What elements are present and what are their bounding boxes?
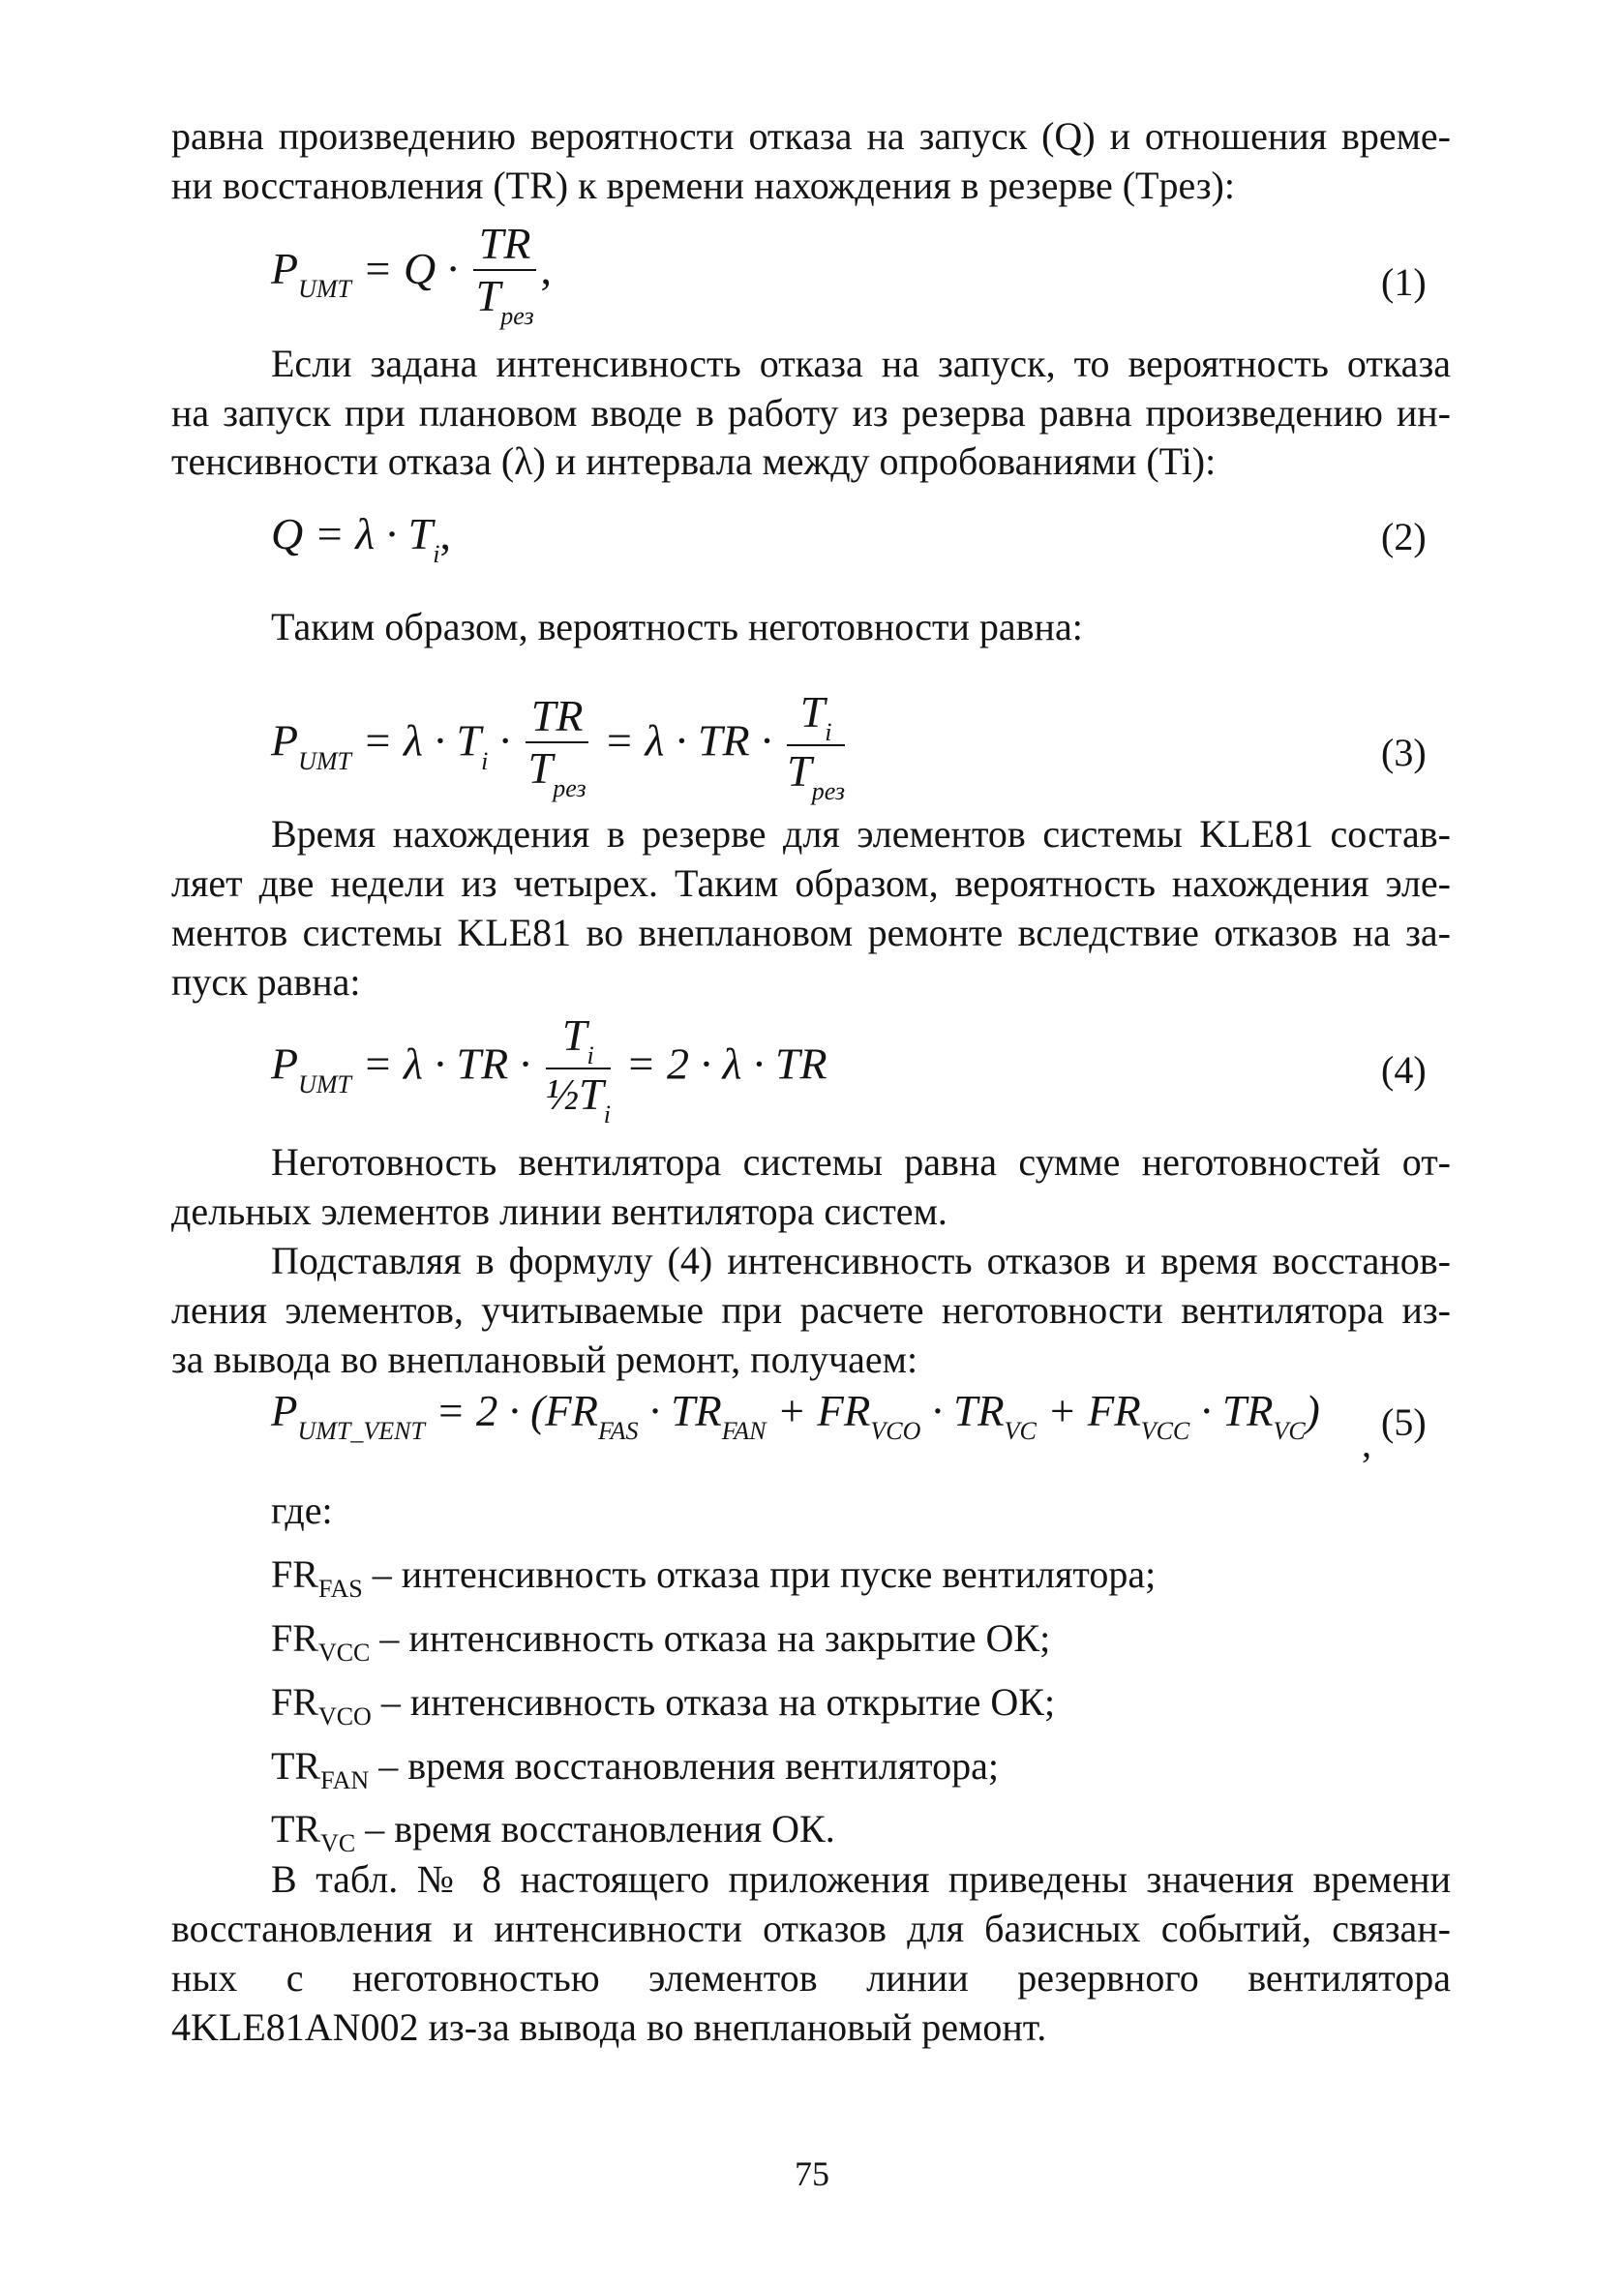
paragraph-7-line-2: восстановления и интенсивности отказов для базисных событий, связан- [171, 1907, 1451, 1950]
where-label: где: [271, 1489, 333, 1532]
paragraph-6-line-2: ления элементов, учитываемые при расчете неготовности вентилятора из- [171, 1288, 1451, 1332]
equation-5-comma: , [1362, 1422, 1371, 1465]
equation-4: $P_{UMT} = \lambda$ · TR · $\frac{T_i}{\frac{1}{2}T_i}$ = 2 · λ · TR [271, 1010, 827, 1128]
paragraph-4-line-4: пуск равна: [171, 960, 361, 1004]
equation-3: $P_{UMT} = \lambda \cdot T_i$ · $\frac{TR}{T_{рез}}$ = λ · TR · $\frac{T_i}{T_{рез}}$ [271, 687, 846, 805]
equation-1-number: (1) [1381, 260, 1427, 304]
paragraph-3: Таким образом, вероятность неготовности равна: [271, 605, 1083, 648]
paragraph-2-line-2: на запуск при плановом вводе в работу из резерва равна произведению ин- [171, 391, 1451, 435]
equation-3-number: (3) [1381, 731, 1427, 774]
equation-1-fraction: $\frac{TR}{T_{рез}}$ [473, 219, 537, 328]
equation-4-fraction: $\frac{T_i}{\frac{1}{2}T_i}$ [545, 1010, 611, 1128]
paragraph-6-line-3: за вывода во внеплановый ремонт, получаем: [171, 1338, 918, 1381]
equation-2-number: (2) [1381, 515, 1427, 558]
equation-2: $Q = \lambda \cdot T_i$, [271, 509, 452, 568]
paragraph-7-line-4: 4KLE81AN002 из-за вывода во внеплановый ремонт. [171, 2005, 1047, 2049]
paragraph-5-line-1: Неготовность вентилятора системы равна сумме неготовностей от- [271, 1140, 1451, 1184]
paragraph-1-line-1: равна произведению вероятности отказа на запуск (Q) и отношения време- [171, 114, 1451, 158]
equation-4-number: (4) [1381, 1048, 1427, 1092]
definition-fr-fas: $FR_{FAS}$ – интенсивность отказа при пуске вентилятора; [271, 1552, 1157, 1603]
equation-5-number: (5) [1381, 1400, 1427, 1444]
paragraph-1-line-2: ни восстановления (TR) к времени нахождения в резерве (Tрез): [171, 164, 1235, 207]
definition-tr-vc: $TR_{VC}$ – время восстановления ОК. [271, 1807, 835, 1857]
equation-1: $P_{UMT} = Q$ · $\frac{TR}{T_{рез}}$ , [271, 219, 552, 330]
paragraph-4-line-2: ляет две недели из четырех. Таким образом, вероятность нахождения эле- [171, 861, 1451, 905]
paragraph-4-line-1: Время нахождения в резерве для элементов системы KLE81 состав- [271, 812, 1451, 856]
equation-3-fraction-2: $\frac{T_i}{T_{рез}}$ [787, 687, 846, 805]
paragraph-4-line-3: ментов системы KLE81 во внеплановом ремонте вследствие отказов на за- [171, 911, 1451, 954]
page-number: 75 [795, 2154, 829, 2193]
paragraph-7-line-1: В табл. № 8 настоящего приложения приведены значения времени [271, 1857, 1451, 1901]
paragraph-6-line-1: Подставляя в формулу (4) интенсивность отказов и время восстанов- [271, 1239, 1451, 1282]
paragraph-5-line-2: дельных элементов линии вентилятора систем. [171, 1189, 947, 1233]
definition-fr-vcc: $FR_{VCC}$ – интенсивность отказа на закрытие ОК; [271, 1616, 1051, 1667]
paragraph-2-line-3: тенсивности отказа (λ) и интервала между опробованиями (Ti): [171, 439, 1217, 483]
paragraph-7-line-3: ных с неготовностью элементов линии резервного вентилятора [171, 1956, 1451, 2000]
paragraph-2-line-1: Если задана интенсивность отказа на запуск, то вероятность отказа [271, 342, 1451, 385]
definition-tr-fan: $TR_{FAN}$ – время восстановления вентилятора; [271, 1744, 999, 1794]
definition-fr-vco: $FR_{VCO}$ – интенсивность отказа на открытие ОК; [271, 1680, 1056, 1730]
equation-3-fraction-1: $\frac{TR}{T_{рез}}$ [526, 691, 589, 800]
equation-5: $P_{UMT\_VENT} = 2 \cdot (FR_{FAS} \cdot TR_{FAN} + FR_{VCO} \cdot TR_{VC} + FR_{VCC} \cdot TR_{VC})$ [271, 1387, 1320, 1445]
